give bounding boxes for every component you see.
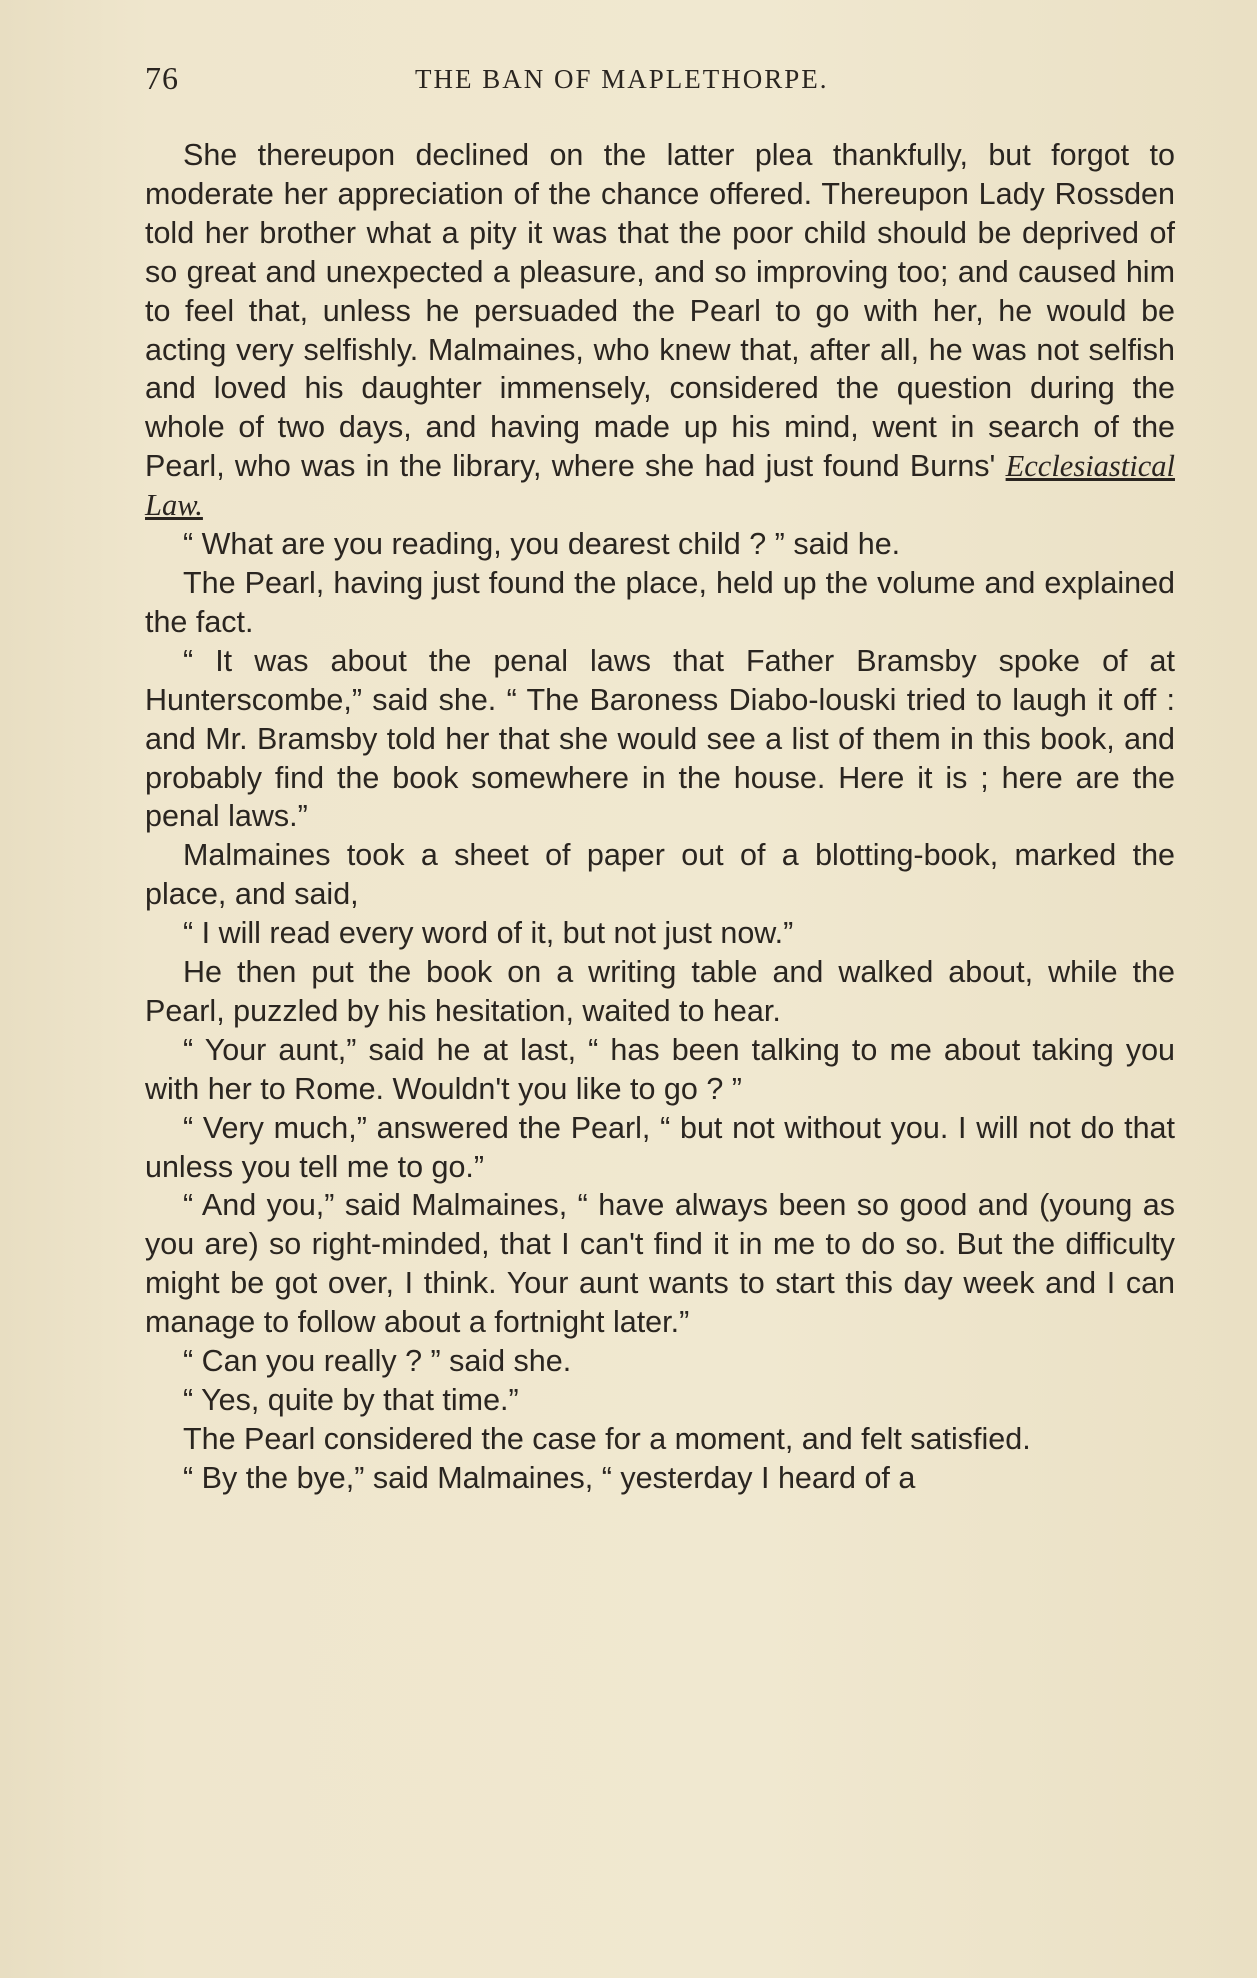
paragraph: “ By the bye,” said Malmaines, “ yesterday I heard of a bbox=[183, 1460, 916, 1495]
paragraph: “ Very much,” answered the Pearl, “ but not without you. I will not do that unless you tell me to go.” bbox=[145, 1110, 1175, 1184]
paragraph: She thereupon declined on the latter plea thankfully, but forgot to moderate her appreciation of the chance offered. Thereupon Lady Rossden told her brother what a pity it was that the poor child should be deprived of so great and unexpected a pleasure, and so improving too; and caused him to feel that, unless he persuaded the Pearl to go with her, he would be acting very selfishly. Malmaines, who knew that, after all, he was not selfish and loved his daughter immensely, considered the question during the whole of two days, and having made up his mind, went in search of the Pearl, who was in the library, where she had just found Burns' Ecclesiastical Law. bbox=[145, 138, 1175, 523]
paragraph: “ Can you really ? ” said she. bbox=[183, 1344, 572, 1379]
paragraph: The Pearl considered the case for a moment, and felt satisfied. bbox=[183, 1421, 1031, 1456]
paragraph: “ And you,” said Malmaines, “ have always been so good and (young as you are) so right-minded, that I can't find it in me to do so. But the difficulty might be got over, I think. Your aunt wants to start this day week and I can manage to follow about a fortnight later.” bbox=[145, 1188, 1175, 1340]
running-title: THE BAN OF MAPLETHORPE. bbox=[415, 64, 829, 94]
page-header bbox=[145, 60, 1175, 100]
paragraph: “ Your aunt,” said he at last, “ has been talking to me about taking you with her to Rome. Wouldn't you like to go ? ” bbox=[145, 1032, 1175, 1106]
paragraph: “ I will read every word of it, but not just now.” bbox=[183, 916, 794, 951]
paragraph: He then put the book on a writing table and walked about, while the Pearl, puzzled by his hesitation, waited to hear. bbox=[145, 955, 1175, 1028]
body-text bbox=[145, 136, 1175, 1498]
paragraph: “ What are you reading, you dearest child ? ” said he. bbox=[183, 527, 901, 562]
paragraph: The Pearl, having just found the place, held up the volume and explained the fact. bbox=[145, 565, 1175, 639]
paragraph: “ It was about the penal laws that Father Bramsby spoke of at Hunterscombe,” said she. “ The Baroness Diabo-louski tried to laugh it off : and Mr. Bramsby told her that she would see a list of them in this book, and probably find the book somewhere in the house. Here it is ; here are the penal laws.” bbox=[145, 643, 1175, 834]
paragraph: “ Yes, quite by that time.” bbox=[183, 1383, 519, 1417]
page-number: 76 bbox=[145, 60, 179, 96]
paragraph: Malmaines took a sheet of paper out of a blotting-book, marked the place, and said, bbox=[145, 838, 1175, 912]
book-title-italic: Ecclesiastical Law. bbox=[145, 449, 1175, 523]
